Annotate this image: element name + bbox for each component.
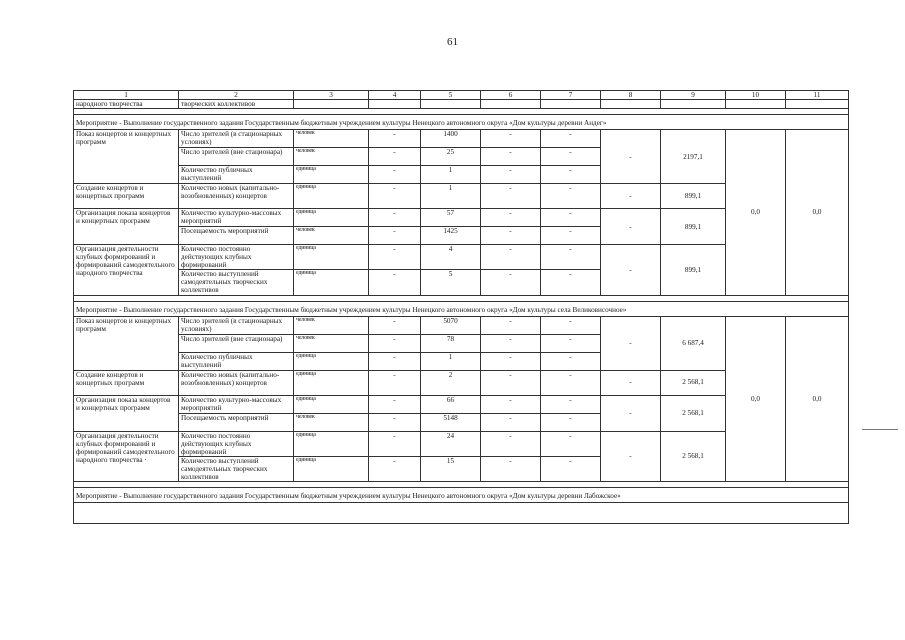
empty-cell [726,100,786,109]
indicator-label: Посещаемость мероприятий [179,413,294,431]
empty-cell [369,100,421,109]
service-name: Организация деятельности клубных формирований и формирований самодеятельного народного творчества [74,245,179,295]
planned-value-cell: 78 [421,334,481,352]
unit-cell: единица [294,209,369,227]
value-cell: - [369,130,421,148]
indicator-label: Посещаемость мероприятий [179,227,294,245]
value-cell: - [541,166,601,184]
planned-value-cell: 4 [421,245,481,270]
cost-cell: 2197,1 [661,130,726,184]
cost-cell: 899,1 [661,209,726,245]
value-cell: - [481,334,541,352]
value-cell: - [369,431,421,456]
planned-value-cell: 15 [421,456,481,481]
value-cell: - [369,270,421,295]
section-title: Мероприятие - Выполнение государственного задания Государственным бюджетным учреждением культуры Ненецкого автономного округа «Дом культуры деревни Лабожское» [74,487,849,502]
planned-value-cell: 1 [421,352,481,370]
empty-cell [74,502,849,523]
value-cell: - [481,456,541,481]
service-name: Организация деятельности клубных формирований и формирований самодеятельного народного творчества · [74,431,179,481]
planned-value-cell: 66 [421,395,481,413]
section-title: Мероприятие - Выполнение государственного задания Государственным бюджетным учреждением культуры Ненецкого автономного округа «Дом культуры деревни Андег» [74,115,849,130]
value-cell: - [541,227,601,245]
value-cell: - [541,130,601,148]
value-cell: - [481,130,541,148]
column-header: 3 [294,91,369,100]
section-title-row [74,301,849,316]
total-cell: 0,0 [786,130,849,295]
unit-cell: единица [294,245,369,270]
value-cell: - [541,431,601,456]
margin-line [862,429,898,430]
value-cell: - [481,270,541,295]
unit-cell: человек [294,130,369,148]
unit-cell: единица [294,352,369,370]
value-cell: - [541,245,601,270]
planned-value-cell: 5070 [421,316,481,334]
value-cell: - [481,209,541,227]
total-cell: 0,0 [726,316,786,481]
indicator-label: Количество новых (капитально-возобновленных) концертов [179,184,294,209]
service-name: Организация показа концертов и концертных программ [74,395,179,431]
value-cell: - [601,209,661,245]
planned-value-cell: 25 [421,148,481,166]
empty-cell [294,100,369,109]
unit-cell: человек [294,227,369,245]
value-cell: - [481,166,541,184]
empty-cell [481,100,541,109]
value-cell: - [481,352,541,370]
unit-cell: человек [294,334,369,352]
planned-value-cell: 5148 [421,413,481,431]
value-cell: - [541,270,601,295]
cost-cell: 6 687,4 [661,316,726,370]
planned-value-cell: 1 [421,184,481,209]
value-cell: - [541,334,601,352]
unit-cell: единица [294,395,369,413]
value-cell: - [481,227,541,245]
value-cell: - [369,209,421,227]
section-empty-row [74,502,849,523]
unit-cell: человек [294,316,369,334]
value-cell: - [541,184,601,209]
value-cell: - [481,413,541,431]
value-cell: - [541,148,601,166]
value-cell: - [369,456,421,481]
value-cell: - [369,334,421,352]
page-number: 61 [447,36,458,48]
value-cell: - [369,245,421,270]
planned-value-cell: 2 [421,370,481,395]
value-cell: - [481,316,541,334]
carry-over-row [74,100,849,109]
unit-cell: единица [294,431,369,456]
indicator-row [74,130,849,148]
section-title: Мероприятие - Выполнение государственного задания Государственным бюджетным учреждением культуры Ненецкого автономного округа «Дом культуры села Великовисочное» [74,301,849,316]
value-cell: - [369,413,421,431]
column-header: 10 [726,91,786,100]
value-cell: - [601,184,661,209]
unit-cell: единица [294,166,369,184]
value-cell: - [481,370,541,395]
unit-cell: человек [294,413,369,431]
value-cell: - [541,395,601,413]
service-name: Организация показа концертов и концертных программ [74,209,179,245]
empty-cell [421,100,481,109]
cost-cell: 2 568,1 [661,370,726,395]
planned-value-cell: 5 [421,270,481,295]
column-header: 1 [74,91,179,100]
indicator-label: Количество постоянно действующих клубных формирований [179,245,294,270]
indicator-label: Количество культурно-массовых мероприятий [179,395,294,413]
value-cell: - [601,395,661,431]
value-cell: - [541,413,601,431]
service-name: Создание концертов и концертных программ [74,184,179,209]
value-cell: - [541,316,601,334]
value-cell: - [601,370,661,395]
indicator-label: Количество публичных выступлений [179,166,294,184]
value-cell: - [369,184,421,209]
value-cell: - [481,184,541,209]
value-cell: - [481,431,541,456]
indicator-label: Число зрителей (в стационарных условиях) [179,316,294,334]
indicator-label: Количество культурно-массовых мероприятий [179,209,294,227]
service-name: Создание концертов и концертных программ [74,370,179,395]
total-cell: 0,0 [726,130,786,295]
value-cell: - [541,352,601,370]
empty-cell [786,100,849,109]
indicator-label: Количество новых (капитально-возобновленных) концертов [179,370,294,395]
indicator-label: Число зрителей (в стационарных условиях) [179,130,294,148]
indicator-label: Количество выступлений самодеятельных творческих коллективов [179,456,294,481]
column-header: 4 [369,91,421,100]
indicator-label: Число зрителей (вне стационара) [179,334,294,352]
value-cell: - [369,148,421,166]
value-cell: - [481,148,541,166]
indicator-row [74,316,849,334]
column-header: 9 [661,91,726,100]
value-cell: - [601,245,661,295]
unit-cell: единица [294,370,369,395]
section-title-row [74,115,849,130]
unit-cell: человек [294,148,369,166]
column-header: 8 [601,91,661,100]
column-header: 11 [786,91,849,100]
cost-cell: 2 568,1 [661,395,726,431]
section-title-row [74,487,849,502]
cost-cell: 899,1 [661,184,726,209]
header-row [74,91,849,100]
value-cell: - [481,395,541,413]
value-cell: - [541,456,601,481]
unit-cell: единица [294,270,369,295]
value-cell: - [369,370,421,395]
indicator-label: Число зрителей (вне стационара) [179,148,294,166]
value-cell: - [541,370,601,395]
service-name: Показ концертов и концертных программ [74,130,179,184]
indicator-label: Количество постоянно действующих клубных формирований [179,431,294,456]
unit-cell: единица [294,184,369,209]
service-name: народного творчества [74,100,179,109]
value-cell: - [369,316,421,334]
value-cell: - [481,245,541,270]
indicator-label: творческих коллективов [179,100,294,109]
budget-table [73,90,849,524]
cost-cell: 899,1 [661,245,726,295]
value-cell: - [541,209,601,227]
empty-cell [541,100,601,109]
value-cell: - [369,166,421,184]
value-cell: - [369,352,421,370]
cost-cell: 2 568,1 [661,431,726,481]
unit-cell: единица [294,456,369,481]
value-cell: - [601,316,661,370]
value-cell: - [601,130,661,184]
column-header: 7 [541,91,601,100]
planned-value-cell: 1425 [421,227,481,245]
value-cell: - [369,395,421,413]
column-header: 6 [481,91,541,100]
planned-value-cell: 57 [421,209,481,227]
planned-value-cell: 1400 [421,130,481,148]
empty-cell [661,100,726,109]
service-name: Показ концертов и концертных программ [74,316,179,370]
planned-value-cell: 24 [421,431,481,456]
value-cell: - [601,431,661,481]
column-header: 5 [421,91,481,100]
empty-cell [601,100,661,109]
planned-value-cell: 1 [421,166,481,184]
total-cell: 0,0 [786,316,849,481]
value-cell: - [369,227,421,245]
column-header: 2 [179,91,294,100]
indicator-label: Количество выступлений самодеятельных творческих коллективов [179,270,294,295]
indicator-label: Количество публичных выступлений [179,352,294,370]
